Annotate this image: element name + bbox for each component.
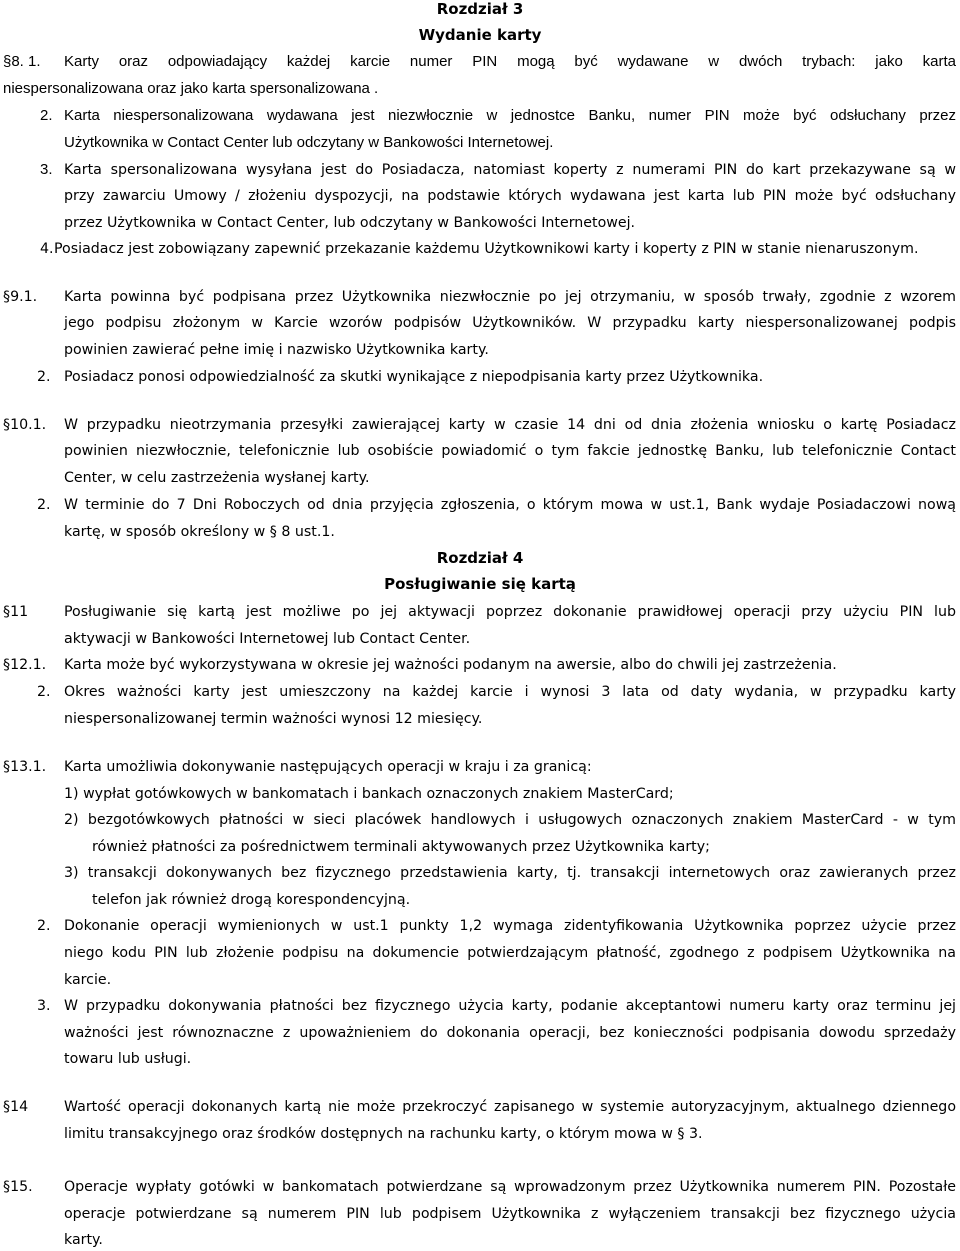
paragraph-8-3-number: 3. <box>40 161 53 178</box>
paragraph-13-list-item: 1) wypłat gotówkowych w bankomatach i bankach oznaczonych znakiem MasterCard; <box>64 786 674 802</box>
paragraph-15-line: karty. <box>64 1232 103 1248</box>
paragraph-8-2-line: Użytkownika w Contact Center lub odczytany w Bankowości Internetowej. <box>64 134 554 151</box>
paragraph-14-line: limitu transakcyjnego oraz środków dostępnych na rachunku karty, o którym mowa w § 3. <box>64 1126 703 1142</box>
paragraph-13-list-item: również płatności za pośrednictwem terminali aktywowanych przez Użytkownika karty; <box>92 839 710 855</box>
paragraph-15-number: §15. <box>3 1179 33 1195</box>
paragraph-8-3-line: przez Użytkownika w Contact Center, lub odczytany w Bankowości Internetowej. <box>64 215 636 231</box>
paragraph-12-line: Karta może być wykorzystywana w okresie jej ważności podanym na awersie, albo do chwili jej zastrzeżenia. <box>64 657 837 673</box>
paragraph-9-number: §9.1. <box>3 289 38 305</box>
chapter-3-subtitle: Wydanie karty <box>418 26 542 44</box>
paragraph-15-line: Operacje wypłaty gotówki w bankomatach potwierdzane są wprowadzonym przez Użytkownika numerem PIN. Pozostałe <box>64 1179 956 1195</box>
paragraph-8-2-line: Karta niespersonalizowana wydawana jest niezwłocznie w jednostce Banku, numer PIN może być odsłuchany przez <box>64 107 956 124</box>
paragraph-11-line: Posługiwanie się kartą jest możliwe po jej aktywacji poprzez dokonanie prawidłowej operacji przy użyciu PIN lub <box>64 604 956 620</box>
paragraph-12-number: §12.1. <box>3 657 47 673</box>
paragraph-12-2-line: niespersonalizowanej termin ważności wynosi 12 miesięcy. <box>64 711 483 727</box>
paragraph-12-2-line: Okres ważności karty jest umieszczony na każdej karcie i wynosi 3 lata od daty wydania, w przypadku karty <box>64 684 956 700</box>
paragraph-14-line: Wartość operacji dokonanych kartą nie może przekroczyć zapisanego w systemie autoryzacyjnym, aktualnego dziennego <box>64 1099 956 1115</box>
chapter-4-title: Rozdział 4 <box>436 549 524 567</box>
paragraph-9-2-line: Posiadacz ponosi odpowiedzialność za skutki wynikające z niepodpisania karty przez Użytkownika. <box>64 369 764 385</box>
paragraph-15-line: operacje potwierdzane są numerem PIN lub podpisem Użytkownika z wyłączeniem transakcji bez fizycznego użycia <box>64 1206 956 1222</box>
paragraph-13-2-number: 2. <box>37 918 51 934</box>
paragraph-10-number: §10.1. <box>3 417 47 433</box>
paragraph-9-line: powinien zawierać pełne imię i nazwisko Użytkownika karty. <box>64 342 489 358</box>
paragraph-10-2-number: 2. <box>37 497 51 513</box>
paragraph-13-list-item: telefon jak również drogą korespondencyjną. <box>92 892 411 908</box>
paragraph-13-2-line: niego kodu PIN lub złożenie podpisu na dokumencie potwierdzającym płatność, zgodnego z podpisem Użytkownika na <box>64 945 956 961</box>
paragraph-8-line: niespersonalizowana oraz jako karta spersonalizowana . <box>3 80 379 97</box>
paragraph-8-4-number: 4. <box>40 241 54 257</box>
chapter-3-title: Rozdział 3 <box>436 0 524 18</box>
paragraph-13-3-line: towaru lub usługi. <box>64 1051 192 1067</box>
paragraph-8-3-line: Karta spersonalizowana wysyłana jest do Posiadacza, natomiast koperty z numerami PIN do kart przekazywane są w <box>64 162 956 178</box>
chapter-4-subtitle: Posługiwanie się kartą <box>384 575 576 593</box>
paragraph-13-list-item: 2) bezgotówkowych płatności w sieci placówek handlowych i usługowych oznaczonych znakiem MasterCard - w tym <box>64 812 956 828</box>
paragraph-12-2-number: 2. <box>37 684 51 700</box>
paragraph-13-3-number: 3. <box>37 998 51 1014</box>
paragraph-11-number: §11 <box>3 604 29 620</box>
paragraph-8-2-number: 2. <box>40 107 53 124</box>
paragraph-14-number: §14 <box>3 1099 29 1115</box>
paragraph-13-2-line: Dokonanie operacji wymienionych w ust.1 punkty 1,2 wymaga zidentyfikowania Użytkownika poprzez użycie przez <box>64 918 956 934</box>
paragraph-9-2-number: 2. <box>37 369 51 385</box>
paragraph-8-4-line: Posiadacz jest zobowiązany zapewnić przekazanie każdemu Użytkownikowi karty i koperty z PIN w stanie nienaruszonym. <box>54 241 919 257</box>
paragraph-8-number: §8. 1. <box>3 53 41 70</box>
paragraph-8-3-line: przy zawarciu Umowy / złożeniu dyspozycji, na podstawie których wydawana jest karta lub PIN może być odsłuchany <box>64 188 956 204</box>
paragraph-13-number: §13.1. <box>3 759 47 775</box>
paragraph-8-line: Karty oraz odpowiadający każdej karcie numer PIN mogą być wydawane w dwóch trybach: jako karta <box>64 53 956 70</box>
paragraph-10-line: Center, w celu zastrzeżenia wysłanej karty. <box>64 470 370 486</box>
paragraph-11-line: aktywacji w Bankowości Internetowej lub Contact Center. <box>64 631 471 647</box>
paragraph-13-2-line: karcie. <box>64 972 112 988</box>
paragraph-10-line: W przypadku nieotrzymania przesyłki zawierającej karty w czasie 14 dni od dnia złożenia wniosku o kartę Posiadacz <box>64 417 956 433</box>
paragraph-13-3-line: W przypadku dokonywania płatności bez fizycznego użycia karty, podanie akceptantowi numeru karty oraz terminu jej <box>64 998 956 1014</box>
paragraph-9-line: jego podpisu złożonym w Karcie wzorów podpisów Użytkowników. W przypadku karty niespersonalizowanej podpis <box>64 315 956 331</box>
paragraph-13-list-item: 3) transakcji dokonywanych bez fizycznego przedstawienia karty, tj. transakcji internetowych oraz zawieranych przez <box>64 865 956 881</box>
paragraph-10-2-line: kartę, w sposób określony w § 8 ust.1. <box>64 524 335 540</box>
paragraph-10-line: powinien niezwłocznie, telefonicznie lub osobiście powiadomić o tym fakcie jednostkę Banku, lub telefonicznie Contact <box>64 443 956 459</box>
paragraph-10-2-line: W terminie do 7 Dni Roboczych od dnia przyjęcia zgłoszenia, o którym mowa w ust.1, Bank wydaje Posiadaczowi nową <box>64 497 956 513</box>
paragraph-13-3-line: ważności jest równoznaczne z upoważnieniem do dokonania operacji, bez konieczności podpisania dowodu sprzedaży <box>64 1025 956 1041</box>
paragraph-9-line: Karta powinna być podpisana przez Użytkownika niezwłocznie po jej otrzymaniu, w sposób trwały, zgodnie z wzorem <box>64 289 956 305</box>
paragraph-13-line: Karta umożliwia dokonywanie następujących operacji w kraju i za granicą: <box>64 759 592 775</box>
